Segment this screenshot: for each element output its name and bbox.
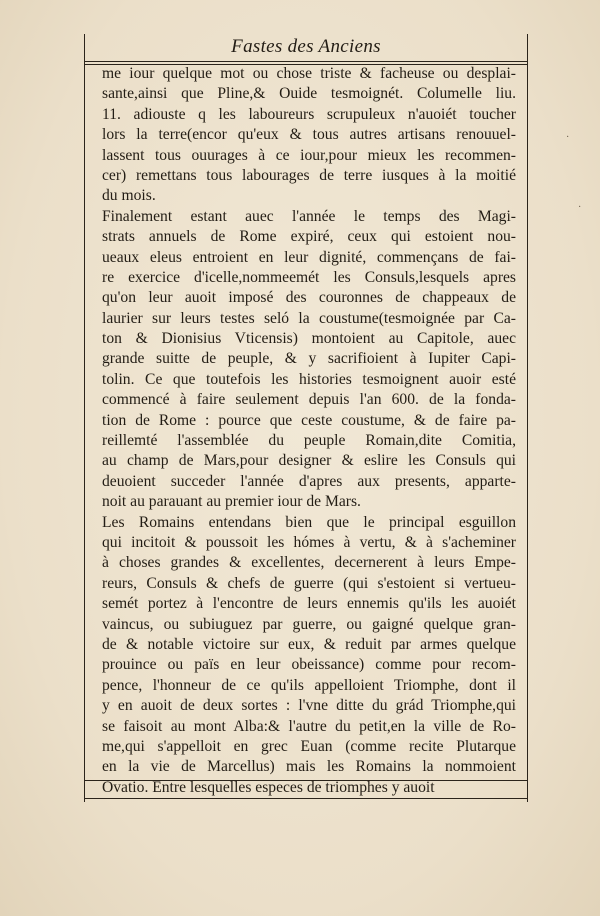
text-line: strats annuels de Rome expiré, ceux qui estoient nou- [102, 228, 516, 246]
text-line: re exercice d'icelle,nommeemét les Consuls,lesquels apres [102, 268, 516, 286]
text-line: me iour quelque mot ou chose triste & facheuse ou desplai- [102, 65, 516, 82]
text-line: lassent tous ouurages à ce iour,pour mieux les recommen- [102, 146, 516, 164]
text-line: reurs, Consuls & chefs de guerre (qui s'estoient si vertueu- [102, 574, 516, 592]
text-line: qu'on leur auoit imposé des couronnes de chappeaux de [102, 289, 516, 307]
text-line: ton & Dionisius Vticensis) montoient au Capitole, auec [102, 330, 516, 348]
text-line: grande suitte de peuple, & y sacrifioient à Iupiter Capi- [102, 350, 516, 368]
text-line: du mois. [102, 187, 156, 205]
text-line: reillemté l'assemblée du peuple Romain,dite Comitia, [102, 432, 516, 450]
text-line: lors la terre(encor qu'eux & tous autres artisans renouuel- [102, 126, 516, 144]
text-line: ueaux eleus entroient en leur dignité, commençans de fai- [102, 248, 516, 266]
frame-left-rule [84, 34, 85, 802]
text-line: au champ de Mars,pour designer & eslire les Consuls qui [102, 452, 516, 470]
running-title: Fastes des Anciens [231, 36, 381, 57]
text-line: tion de Rome : pource que ceste coustume, & de faire pa- [102, 411, 516, 429]
text-line: pence, l'honneur de ce qu'ils appelloient Triomphe, dont il [102, 676, 516, 694]
text-line: laurier sur leurs testes seló la coustume(tesmoignée par Ca- [102, 309, 516, 327]
text-line: noit au parauant au premier iour de Mars. [102, 493, 361, 511]
text-line: deuoient succeder l'année d'apres aux presents, apparte- [102, 472, 516, 490]
text-line: cer) remettans tous labourages de terre iusques à la moitié [102, 166, 516, 184]
frame-right-rule [527, 34, 528, 802]
frame-bottom-rule-thin [84, 798, 528, 799]
text-line: tolin. Ce que toutefois les histories tesmoignent auoir esté [102, 370, 516, 388]
text-line: en la vie de Marcellus) mais les Romains la nommoient [102, 758, 516, 776]
page-header [84, 34, 528, 62]
text-line: qui incitoit & poussoit les hómes à vertu, & à s'acheminer [102, 533, 516, 551]
text-line: Ovatio. Entre lesquelles especes de triomphes y auoit [102, 778, 435, 796]
text-line: à choses grandes & excellentes, decernerent à leurs Empe- [102, 554, 516, 572]
body-text [102, 64, 516, 798]
text-line: semét portez à l'encontre de leurs ennemis qu'ils les auoiét [102, 595, 516, 613]
text-line: y en auoit de deux sortes : l'vne ditte du grád Triomphe,qui [102, 697, 516, 715]
text-line: Les Romains entendans bien que le principal esguillon [102, 513, 516, 531]
text-line: prouince ou païs en leur obeissance) comme pour recom- [102, 656, 516, 674]
text-line: vaincus, ou subiuguez par guerre, ou gaigné quelque gran- [102, 615, 516, 633]
text-line: 11. adiouste q les laboureurs scrupuleux n'auoiét toucher [102, 105, 516, 123]
text-line: commencé à faire seulement depuis l'an 600. de la fonda- [102, 391, 516, 409]
text-line: Finalement estant auec l'année le temps des Magi- [102, 207, 516, 225]
margin-mark: · [578, 202, 582, 213]
header-rule [84, 61, 528, 62]
text-line: me,qui s'appelloit en grec Euan (comme recite Plutarque [102, 737, 516, 755]
text-line: de & notable victoire sur eux, & reduit par armes quelque [102, 635, 516, 653]
text-line: sante,ainsi que Pline,& Ouide tesmoignét. Columelle liu. [102, 85, 516, 103]
margin-mark: · [566, 132, 570, 143]
text-line: se faisoit au mont Alba:& l'autre du petit,en la ville de Ro- [102, 717, 516, 735]
